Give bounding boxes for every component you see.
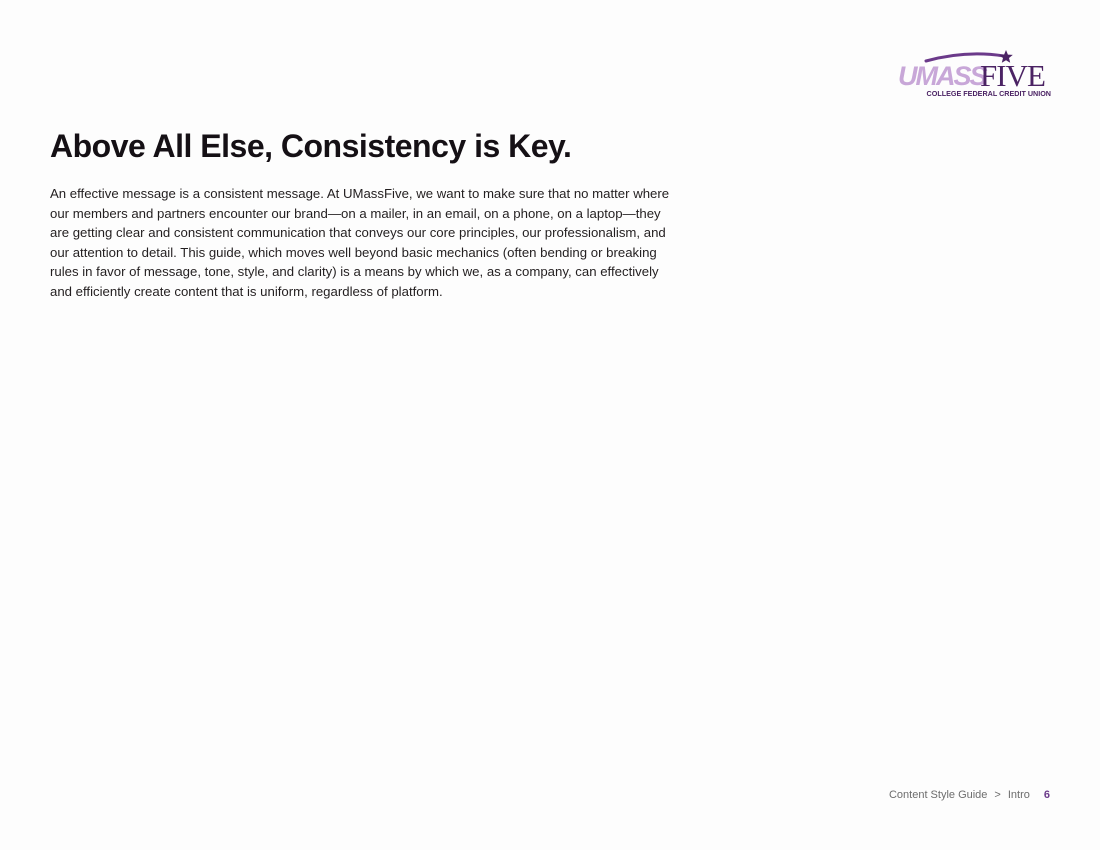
umassfive-logo-graphic [896, 48, 1054, 100]
logo-umass-text: UMASS [898, 61, 986, 91]
footer-breadcrumb [889, 789, 1050, 801]
footer-subsection: Intro [1007, 789, 1030, 801]
footer-section: Content Style Guide [888, 789, 988, 801]
logo-tagline: COLLEGE FEDERAL CREDIT UNION [926, 89, 1051, 98]
footer-separator: > [994, 789, 1001, 801]
page-title: Above All Else, Consistency is Key. [50, 128, 572, 164]
page-number: 6 [1043, 789, 1050, 801]
intro-paragraph: An effective message is a consistent message. At UMassFive, we want to make sure that no matter where our members and partners encounter our brand—on a mailer, in an email, on a phone, on a laptop—they are getting clear and consistent communication that conveys our core principles, our professionalism, and our attention to detail. This guide, which moves well beyond basic mechanics (often bending or breaking rules in favor of message, tone, style, and clarity) is a means by which we, as a company, can effectively and efficiently create content that is uniform, regardless of platform. [50, 186, 670, 299]
umassfive-logo [896, 48, 1054, 100]
logo-five-text: FIVE [980, 58, 1045, 93]
